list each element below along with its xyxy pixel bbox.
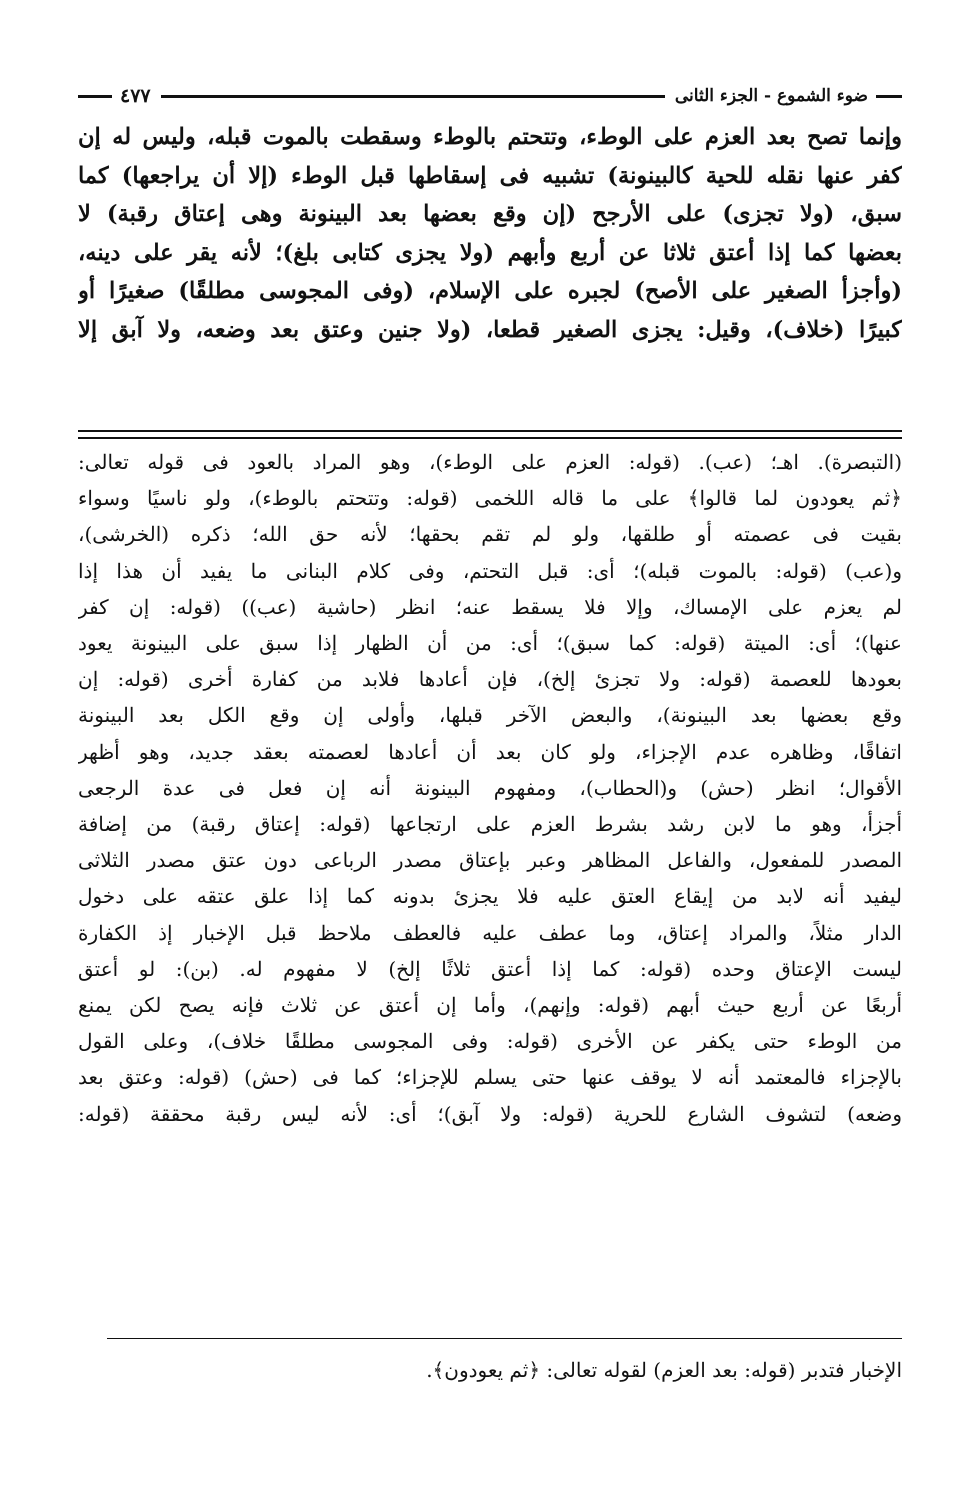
commentary-line: (التبصرة). اهـ؛ (عب). (قوله: العزم على الوطء)، وهو المراد بالعود فى قوله تعالى: [78,450,902,474]
commentary-line: أجزأ، وهو ما لابن رشد بشرط العزم على ارتجاعها (قوله: إعتاق رقبة) من إضافة [78,812,902,837]
main-line: كبيرًا (خلاف)، وقيل: يجزى الصغير قطعا، (ولا جنين وعتق بعد وضعه، ولا آبق إلا [78,316,902,343]
commentary-line: بقيت فى عصمته أو طلقها، ولو لم تقم بحقها؛ لأنه حق الله؛ ذكره (الخرشى)، [78,522,902,547]
commentary-text [78,444,902,1132]
commentary-line: الدار مثلاً، والمراد إعتاق، وما عطف عليه فالعطف ملاحظ قبل الإخبار إذ الكفارة [78,920,902,945]
commentary-line: المصدر للمفعول، والفاعل المظاهر وعبر بإعتاق مصدر الرباعى دون عتق مصدر الثلاثى [78,848,902,873]
page-number: ٤٧٧ [120,85,151,107]
commentary-line: ليفيد أنه لابد من إيقاع العتق عليه فلا يجزئ بدونه كما إذا علق عتقه على دخول [78,884,902,909]
header-rule [161,95,665,98]
commentary-line: أربعًا عن أربع حيث أبهم (قوله: وإنهم)، وأما إن أعتق عن ثلاث فإنه يصح لكن يمنع [78,993,902,1018]
commentary-line: ليست الإعتاق وحده (قوله: كما إذا أعتق ثلاثًا إلخ) لا مفهوم له. (بن): لو أعتق [78,956,902,981]
commentary-line: من الوطء حتى يكفر عن الأخرى (قوله: وفى المجوسى مطلقًا خلاف)، وعلى القول [78,1029,902,1054]
main-line: سبق، (ولا تجزى) على الأرجح (إن وقع بعضها بعد البينونة وهى إعتاق رقبة) لا [78,201,902,227]
main-line: بعضها كما إذا أعتق ثلاثا عن أربع وأبهم (ولا يجزى كتابى بلغ)؛ لأنه يقر على دينه، [78,239,902,266]
footnote-divider [107,1338,902,1339]
header-title: ضوء الشموع - الجزء الثانى [674,86,868,106]
footnote-continuation: الإخبار فتدبر (قوله: بعد العزم) لقوله تعالى: ﴿ثم يعودون﴾. [426,1358,902,1382]
commentary-line: عنها)؛ أى: الميتة (قوله: كما سبق)؛ أى: من أن الظهار إذا سبق على البينونة يعود [78,631,902,656]
commentary-line: و(عب) (قوله: بالموت قبله)؛ أى: قبل التحتم، وفى كلام البنانى ما يفيد أن هذا إذا [78,558,902,583]
running-header [78,82,902,110]
commentary-line: بالإجزاء فالمعتمد أنه لا يوقف عنها حتى يسلم للإجزاء؛ كما فى (حش) (قوله: وعتق بعد [78,1065,902,1090]
main-text [78,118,902,349]
book-page [78,60,902,1460]
main-line: كفر عنها نقله للحية كالبينونة) تشبيه فى إسقاطها قبل الوطء (إلا أن يراجعها) كما [78,162,902,189]
commentary-line: وقع بعضها بعد البينونة)، والبعض الآخر قبلها، وأولى إن وقع الكل بعد البينونة [78,703,902,728]
commentary-line: لم يعزم على الإمساك، وإلا فلا يسقط عنه؛ انظر (حاشية (عب)) (قوله: إن كفر [78,594,902,619]
commentary-line: اتفاقًا، وظاهره عدم الإجزاء، ولو كان بعد أن أعادها لعصمته بعقد جديد، وهو أظهر [78,739,902,764]
header-dash-left [78,95,112,98]
main-line: وإنما تصح بعد العزم على الوطء، وتتحتم بالوطء وسقطت بالموت قبله، وليس له إن [78,124,902,150]
commentary-line: الأقوال؛ انظر (حش) و(الحطاب)، ومفهوم البينونة أنه إن فعل فى عدة الرجعى [78,775,902,800]
section-divider [78,430,902,439]
commentary-line: وضعه) لتشوف الشارع للحرية (قوله: ولا آبق)؛ أى: لأنه ليس رقبة محققة (قوله: [78,1101,902,1126]
commentary-line: ﴿ثم يعودون لما قالوا﴾ على ما قاله اللخمى (قوله: وتتحتم بالوطء)، ولو ناسيًا وسواء [78,486,902,511]
commentary-line: بعودها للعصمة (قوله: ولا تجزئ إلخ)، فإن أعادها فلابد من كفارة أخرى (قوله: إن [78,667,902,692]
main-line: (وأجزأ الصغير على الأصح) لجبره على الإسلام، (وفى المجوسى مطلقًا) صغيرًا أو [78,278,902,304]
header-dash-right [876,95,902,98]
